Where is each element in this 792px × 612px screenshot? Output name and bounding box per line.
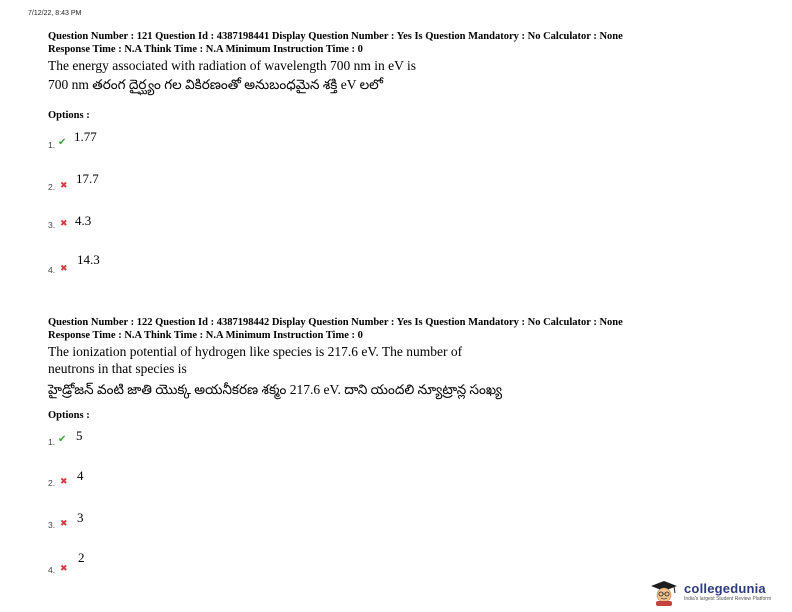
option-number: 2.	[48, 478, 56, 488]
option-value: 5	[76, 428, 83, 443]
question-text-telugu: 700 nm తరంగ దైర్ఘ్యం గల వికిరణంతో అనుబంధమైన శక్తి eV లలో	[48, 77, 384, 92]
option-value: 4.3	[75, 213, 92, 228]
option-number: 4.	[48, 265, 56, 275]
option-number: 1.	[48, 437, 56, 447]
mascot-icon	[648, 578, 680, 606]
options-label: Options :	[48, 410, 90, 421]
option-value: 2	[78, 550, 85, 565]
options-label: Options :	[48, 110, 90, 121]
question-meta-line-1: Question Number : 122 Question Id : 4387198442 Display Question Number : Yes Is Question Mandatory : No Calculator : None	[48, 317, 623, 328]
check-icon: ✔	[58, 434, 67, 445]
cross-icon: ✖	[60, 181, 68, 191]
brand-name: collegedunia	[684, 581, 766, 596]
option-value: 17.7	[76, 171, 99, 186]
cross-icon: ✖	[60, 564, 68, 574]
option-number: 3.	[48, 220, 56, 230]
collegedunia-logo	[648, 578, 788, 606]
option-value: 14.3	[77, 252, 100, 267]
option-number: 2.	[48, 182, 56, 192]
brand-tagline: India's largest Student Review Platform	[684, 596, 772, 602]
question-meta-line-1: Question Number : 121 Question Id : 4387198441 Display Question Number : Yes Is Question Mandatory : No Calculator : None	[48, 31, 623, 42]
option-value: 4	[77, 468, 84, 483]
question-text-english-2: neutrons in that species is	[48, 361, 187, 376]
cross-icon: ✖	[60, 264, 68, 274]
option-number: 3.	[48, 520, 56, 530]
question-text-telugu: హైడ్రోజన్ వంటి జాతి యొక్క అయనీకరణ శక్మం 217.6 eV. దాని యందలి న్యూట్రాన్ల సంఖ్య	[48, 382, 503, 397]
question-meta-line-2: Response Time : N.A Think Time : N.A Minimum Instruction Time : 0	[48, 330, 363, 341]
cross-icon: ✖	[60, 219, 68, 229]
question-text-english: The energy associated with radiation of wavelength 700 nm in eV is	[48, 58, 417, 73]
question-meta-line-2: Response Time : N.A Think Time : N.A Minimum Instruction Time : 0	[48, 44, 363, 55]
cross-icon: ✖	[60, 519, 68, 529]
print-timestamp: 7/12/22, 8:43 PM	[28, 10, 82, 17]
question-text-english-1: The ionization potential of hydrogen like species is 217.6 eV. The number of	[48, 344, 463, 359]
check-icon: ✔	[58, 137, 67, 148]
option-value: 3	[77, 510, 84, 525]
option-number: 1.	[48, 140, 56, 150]
option-number: 4.	[48, 565, 56, 575]
option-value: 1.77	[74, 129, 97, 144]
cross-icon: ✖	[60, 477, 68, 487]
